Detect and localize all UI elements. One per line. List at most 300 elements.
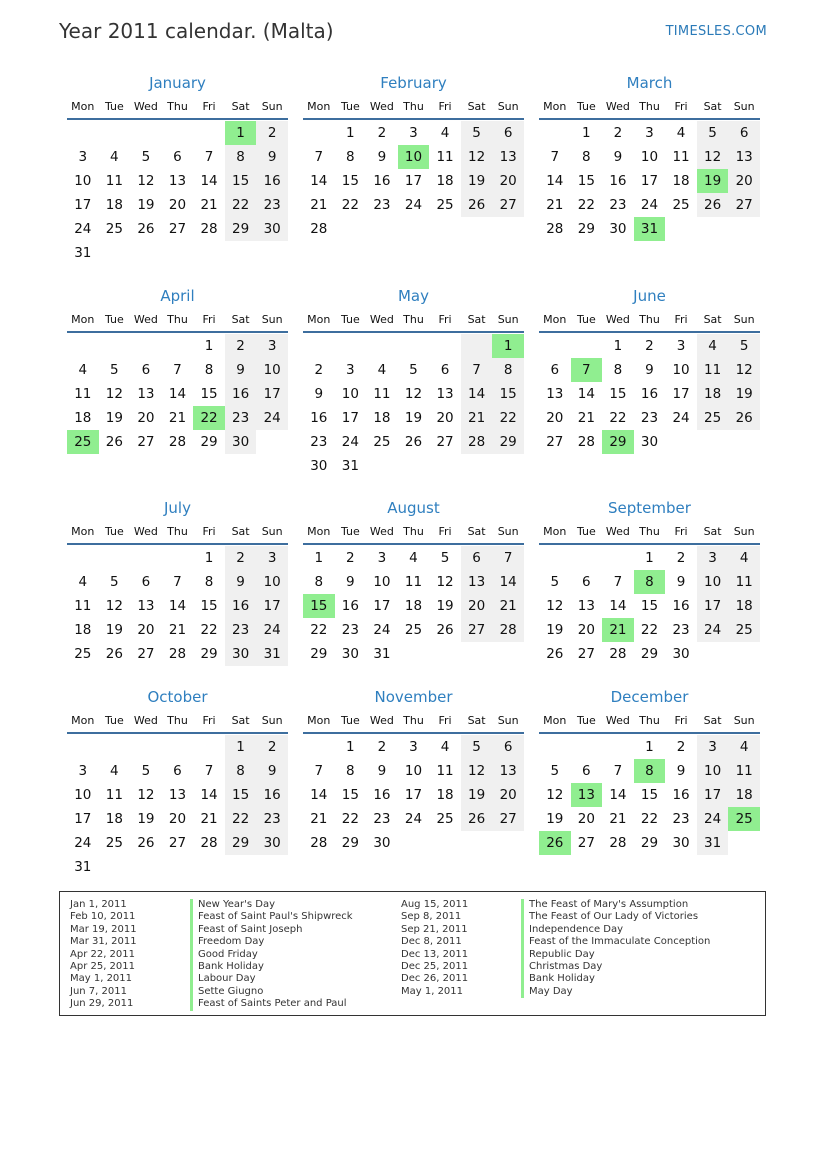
day-cell[interactable]: 9 bbox=[377, 763, 387, 779]
day-cell[interactable]: 29 bbox=[310, 646, 328, 662]
day-cell[interactable]: 27 bbox=[577, 835, 595, 851]
day-cell[interactable]: 9 bbox=[346, 574, 355, 590]
day-cell[interactable]: 13 bbox=[546, 386, 564, 402]
day-cell[interactable]: 17 bbox=[74, 197, 92, 213]
day-cell[interactable]: 7 bbox=[613, 574, 623, 590]
day-cell[interactable]: 11 bbox=[728, 759, 760, 783]
day-cell[interactable]: 10 bbox=[697, 759, 729, 783]
day-cell[interactable]: 8 bbox=[582, 149, 591, 165]
day-cell[interactable]: 4 bbox=[728, 546, 760, 570]
day-cell[interactable]: 27 bbox=[728, 193, 760, 217]
day-cell[interactable]: 26 bbox=[539, 831, 571, 855]
day-cell[interactable]: 14 bbox=[609, 787, 627, 803]
day-cell[interactable]: 4 bbox=[78, 574, 88, 590]
day-cell[interactable]: 7 bbox=[314, 763, 324, 779]
day-cell[interactable]: 11 bbox=[105, 787, 123, 803]
day-cell[interactable]: 11 bbox=[74, 598, 92, 614]
day-cell[interactable]: 3 bbox=[409, 125, 418, 141]
day-cell[interactable]: 15 bbox=[303, 594, 335, 618]
day-cell[interactable]: 7 bbox=[173, 362, 182, 378]
day-cell[interactable]: 29 bbox=[200, 646, 218, 662]
day-cell[interactable]: 11 bbox=[373, 386, 391, 402]
day-cell[interactable]: 22 bbox=[310, 622, 328, 638]
day-cell[interactable]: 6 bbox=[461, 546, 493, 570]
day-cell[interactable]: 12 bbox=[105, 598, 123, 614]
day-cell[interactable]: 9 bbox=[676, 763, 686, 779]
day-cell[interactable]: 14 bbox=[609, 598, 627, 614]
day-cell[interactable]: 23 bbox=[310, 434, 328, 450]
day-cell[interactable]: 7 bbox=[613, 763, 623, 779]
day-cell[interactable]: 20 bbox=[137, 410, 155, 426]
day-cell[interactable]: 25 bbox=[105, 221, 123, 237]
day-cell[interactable]: 16 bbox=[672, 598, 690, 614]
day-cell[interactable]: 7 bbox=[173, 574, 182, 590]
day-cell[interactable]: 10 bbox=[74, 787, 92, 803]
day-cell[interactable]: 19 bbox=[728, 382, 760, 406]
day-cell[interactable]: 23 bbox=[225, 406, 257, 430]
day-cell[interactable]: 1 bbox=[204, 338, 214, 354]
day-cell[interactable]: 23 bbox=[373, 811, 391, 827]
day-cell[interactable]: 9 bbox=[225, 358, 257, 382]
day-cell[interactable]: 8 bbox=[225, 145, 257, 169]
day-cell[interactable]: 24 bbox=[256, 618, 288, 642]
day-cell[interactable]: 18 bbox=[373, 410, 391, 426]
day-cell[interactable]: 6 bbox=[141, 574, 151, 590]
day-cell[interactable]: 20 bbox=[492, 783, 524, 807]
day-cell[interactable]: 25 bbox=[67, 430, 99, 454]
day-cell[interactable]: 23 bbox=[672, 811, 690, 827]
day-cell[interactable]: 6 bbox=[582, 763, 591, 779]
day-cell[interactable]: 11 bbox=[672, 149, 690, 165]
day-cell[interactable]: 2 bbox=[645, 338, 654, 354]
day-cell[interactable]: 10 bbox=[256, 358, 288, 382]
day-cell[interactable]: 10 bbox=[672, 362, 690, 378]
day-cell[interactable]: 17 bbox=[256, 382, 288, 406]
day-cell[interactable]: 15 bbox=[225, 783, 257, 807]
day-cell[interactable]: 16 bbox=[672, 787, 690, 803]
day-cell[interactable]: 16 bbox=[225, 594, 257, 618]
day-cell[interactable]: 27 bbox=[492, 193, 524, 217]
day-cell[interactable]: 28 bbox=[200, 221, 218, 237]
day-cell[interactable]: 14 bbox=[168, 598, 187, 614]
day-cell[interactable]: 1 bbox=[225, 121, 257, 145]
day-cell[interactable]: 3 bbox=[78, 763, 88, 779]
day-cell[interactable]: 29 bbox=[225, 217, 257, 241]
day-cell[interactable]: 28 bbox=[546, 221, 564, 237]
day-cell[interactable]: 16 bbox=[225, 382, 257, 406]
day-cell[interactable]: 16 bbox=[256, 169, 288, 193]
day-cell[interactable]: 4 bbox=[728, 735, 760, 759]
day-cell[interactable]: 12 bbox=[546, 598, 564, 614]
day-cell[interactable]: 21 bbox=[200, 811, 218, 827]
day-cell[interactable]: 15 bbox=[341, 787, 359, 803]
day-cell[interactable]: 9 bbox=[225, 570, 257, 594]
day-cell[interactable]: 28 bbox=[577, 434, 595, 450]
day-cell[interactable]: 17 bbox=[373, 598, 391, 614]
day-cell[interactable]: 25 bbox=[672, 197, 690, 213]
day-cell[interactable]: 26 bbox=[105, 646, 123, 662]
day-cell[interactable]: 11 bbox=[728, 570, 760, 594]
day-cell[interactable]: 21 bbox=[602, 618, 634, 642]
day-cell[interactable]: 8 bbox=[314, 574, 324, 590]
day-cell[interactable]: 6 bbox=[550, 362, 560, 378]
day-cell[interactable]: 26 bbox=[137, 221, 155, 237]
day-cell[interactable]: 31 bbox=[341, 458, 359, 474]
day-cell[interactable]: 29 bbox=[640, 646, 659, 662]
day-cell[interactable]: 8 bbox=[346, 149, 355, 165]
day-cell[interactable]: 30 bbox=[609, 221, 627, 237]
day-cell[interactable]: 14 bbox=[546, 173, 564, 189]
day-cell[interactable]: 21 bbox=[492, 594, 524, 618]
day-cell[interactable]: 7 bbox=[461, 358, 493, 382]
day-cell[interactable]: 14 bbox=[310, 787, 328, 803]
day-cell[interactable]: 18 bbox=[728, 783, 760, 807]
day-cell[interactable]: 20 bbox=[168, 811, 187, 827]
day-cell[interactable]: 13 bbox=[728, 145, 760, 169]
day-cell[interactable]: 5 bbox=[141, 149, 151, 165]
day-cell[interactable]: 26 bbox=[461, 193, 493, 217]
day-cell[interactable]: 21 bbox=[168, 622, 187, 638]
day-cell[interactable]: 29 bbox=[492, 430, 524, 454]
day-cell[interactable]: 20 bbox=[577, 622, 595, 638]
day-cell[interactable]: 28 bbox=[310, 221, 328, 237]
day-cell[interactable]: 15 bbox=[640, 598, 659, 614]
day-cell[interactable]: 19 bbox=[546, 811, 564, 827]
day-cell[interactable]: 26 bbox=[436, 622, 454, 638]
day-cell[interactable]: 15 bbox=[609, 386, 627, 402]
day-cell[interactable]: 10 bbox=[398, 145, 430, 169]
day-cell[interactable]: 17 bbox=[672, 386, 690, 402]
day-cell[interactable]: 23 bbox=[373, 197, 391, 213]
day-cell[interactable]: 20 bbox=[137, 622, 155, 638]
day-cell[interactable]: 4 bbox=[440, 739, 450, 755]
day-cell[interactable]: 22 bbox=[492, 406, 524, 430]
day-cell[interactable]: 9 bbox=[256, 145, 288, 169]
day-cell[interactable]: 8 bbox=[225, 759, 257, 783]
day-cell[interactable]: 15 bbox=[577, 173, 595, 189]
day-cell[interactable]: 20 bbox=[728, 169, 760, 193]
day-cell[interactable]: 19 bbox=[105, 622, 123, 638]
day-cell[interactable]: 30 bbox=[341, 646, 359, 662]
day-cell[interactable]: 6 bbox=[728, 121, 760, 145]
day-cell[interactable]: 2 bbox=[256, 735, 288, 759]
day-cell[interactable]: 13 bbox=[137, 598, 155, 614]
day-cell[interactable]: 19 bbox=[461, 169, 493, 193]
day-cell[interactable]: 19 bbox=[436, 598, 454, 614]
day-cell[interactable]: 29 bbox=[640, 835, 659, 851]
day-cell[interactable]: 31 bbox=[74, 859, 92, 875]
day-cell[interactable]: 31 bbox=[697, 831, 729, 855]
day-cell[interactable]: 16 bbox=[341, 598, 359, 614]
day-cell[interactable]: 3 bbox=[697, 735, 729, 759]
day-cell[interactable]: 21 bbox=[461, 406, 493, 430]
day-cell[interactable]: 5 bbox=[110, 362, 119, 378]
day-cell[interactable]: 9 bbox=[314, 386, 324, 402]
day-cell[interactable]: 3 bbox=[409, 739, 418, 755]
day-cell[interactable]: 2 bbox=[613, 125, 623, 141]
day-cell[interactable]: 17 bbox=[341, 410, 359, 426]
day-cell[interactable]: 29 bbox=[577, 221, 595, 237]
day-cell[interactable]: 6 bbox=[173, 763, 182, 779]
day-cell[interactable]: 3 bbox=[256, 334, 288, 358]
day-cell[interactable]: 18 bbox=[74, 410, 92, 426]
day-cell[interactable]: 13 bbox=[461, 570, 493, 594]
day-cell[interactable]: 1 bbox=[225, 735, 257, 759]
day-cell[interactable]: 15 bbox=[200, 386, 218, 402]
day-cell[interactable]: 26 bbox=[461, 807, 493, 831]
day-cell[interactable]: 10 bbox=[341, 386, 359, 402]
day-cell[interactable]: 20 bbox=[546, 410, 564, 426]
day-cell[interactable]: 15 bbox=[492, 382, 524, 406]
day-cell[interactable]: 12 bbox=[697, 145, 729, 169]
day-cell[interactable]: 26 bbox=[728, 406, 760, 430]
day-cell[interactable]: 2 bbox=[377, 125, 387, 141]
day-cell[interactable]: 19 bbox=[404, 410, 423, 426]
day-cell[interactable]: 4 bbox=[78, 362, 88, 378]
day-cell[interactable]: 27 bbox=[168, 221, 187, 237]
day-cell[interactable]: 2 bbox=[377, 739, 387, 755]
day-cell[interactable]: 12 bbox=[137, 787, 155, 803]
day-cell[interactable]: 20 bbox=[436, 410, 454, 426]
day-cell[interactable]: 18 bbox=[728, 594, 760, 618]
day-cell[interactable]: 8 bbox=[204, 362, 214, 378]
day-cell[interactable]: 30 bbox=[672, 646, 690, 662]
day-cell[interactable]: 11 bbox=[436, 149, 454, 165]
day-cell[interactable]: 26 bbox=[404, 434, 423, 450]
day-cell[interactable]: 26 bbox=[546, 646, 564, 662]
day-cell[interactable]: 20 bbox=[492, 169, 524, 193]
day-cell[interactable]: 23 bbox=[609, 197, 627, 213]
day-cell[interactable]: 27 bbox=[137, 646, 155, 662]
day-cell[interactable]: 5 bbox=[550, 763, 560, 779]
day-cell[interactable]: 18 bbox=[404, 598, 423, 614]
day-cell[interactable]: 13 bbox=[137, 386, 155, 402]
day-cell[interactable]: 14 bbox=[200, 787, 218, 803]
day-cell[interactable]: 24 bbox=[404, 811, 423, 827]
day-cell[interactable]: 27 bbox=[168, 835, 187, 851]
day-cell[interactable]: 13 bbox=[492, 145, 524, 169]
day-cell[interactable]: 25 bbox=[373, 434, 391, 450]
day-cell[interactable]: 21 bbox=[310, 197, 328, 213]
day-cell[interactable]: 25 bbox=[728, 807, 760, 831]
day-cell[interactable]: 1 bbox=[645, 739, 654, 755]
day-cell[interactable]: 16 bbox=[373, 787, 391, 803]
day-cell[interactable]: 17 bbox=[74, 811, 92, 827]
day-cell[interactable]: 30 bbox=[256, 217, 288, 241]
day-cell[interactable]: 11 bbox=[74, 386, 92, 402]
day-cell[interactable]: 14 bbox=[310, 173, 328, 189]
day-cell[interactable]: 25 bbox=[105, 835, 123, 851]
day-cell[interactable]: 27 bbox=[577, 646, 595, 662]
day-cell[interactable]: 17 bbox=[404, 173, 423, 189]
day-cell[interactable]: 30 bbox=[640, 434, 659, 450]
day-cell[interactable]: 2 bbox=[256, 121, 288, 145]
day-cell[interactable]: 25 bbox=[436, 197, 454, 213]
day-cell[interactable]: 28 bbox=[200, 835, 218, 851]
day-cell[interactable]: 6 bbox=[492, 121, 524, 145]
day-cell[interactable]: 4 bbox=[409, 550, 418, 566]
day-cell[interactable]: 10 bbox=[640, 149, 659, 165]
day-cell[interactable]: 23 bbox=[640, 410, 659, 426]
day-cell[interactable]: 1 bbox=[346, 125, 355, 141]
day-cell[interactable]: 12 bbox=[728, 358, 760, 382]
day-cell[interactable]: 5 bbox=[440, 550, 450, 566]
day-cell[interactable]: 19 bbox=[137, 197, 155, 213]
day-cell[interactable]: 13 bbox=[436, 386, 454, 402]
day-cell[interactable]: 24 bbox=[74, 221, 92, 237]
day-cell[interactable]: 3 bbox=[697, 546, 729, 570]
day-cell[interactable]: 18 bbox=[436, 173, 454, 189]
day-cell[interactable]: 23 bbox=[256, 193, 288, 217]
day-cell[interactable]: 22 bbox=[193, 406, 225, 430]
day-cell[interactable]: 11 bbox=[404, 574, 423, 590]
day-cell[interactable]: 30 bbox=[373, 835, 391, 851]
day-cell[interactable]: 1 bbox=[204, 550, 214, 566]
day-cell[interactable]: 1 bbox=[582, 125, 591, 141]
day-cell[interactable]: 28 bbox=[168, 646, 187, 662]
day-cell[interactable]: 30 bbox=[225, 642, 257, 666]
day-cell[interactable]: 24 bbox=[697, 807, 729, 831]
day-cell[interactable]: 18 bbox=[105, 197, 123, 213]
day-cell[interactable]: 15 bbox=[225, 169, 257, 193]
day-cell[interactable]: 12 bbox=[137, 173, 155, 189]
day-cell[interactable]: 7 bbox=[314, 149, 324, 165]
day-cell[interactable]: 19 bbox=[461, 783, 493, 807]
day-cell[interactable]: 5 bbox=[141, 763, 151, 779]
day-cell[interactable]: 15 bbox=[640, 787, 659, 803]
day-cell[interactable]: 25 bbox=[697, 406, 729, 430]
day-cell[interactable]: 5 bbox=[461, 735, 493, 759]
day-cell[interactable]: 11 bbox=[105, 173, 123, 189]
day-cell[interactable]: 28 bbox=[609, 835, 627, 851]
day-cell[interactable]: 18 bbox=[672, 173, 690, 189]
day-cell[interactable]: 22 bbox=[640, 622, 659, 638]
day-cell[interactable]: 24 bbox=[341, 434, 359, 450]
day-cell[interactable]: 28 bbox=[609, 646, 627, 662]
day-cell[interactable]: 22 bbox=[341, 811, 359, 827]
day-cell[interactable]: 1 bbox=[492, 334, 524, 358]
day-cell[interactable]: 18 bbox=[74, 622, 92, 638]
day-cell[interactable]: 21 bbox=[546, 197, 564, 213]
day-cell[interactable]: 10 bbox=[256, 570, 288, 594]
day-cell[interactable]: 28 bbox=[492, 618, 524, 642]
day-cell[interactable]: 12 bbox=[461, 145, 493, 169]
day-cell[interactable]: 3 bbox=[377, 550, 387, 566]
day-cell[interactable]: 4 bbox=[676, 125, 686, 141]
day-cell[interactable]: 21 bbox=[200, 197, 218, 213]
day-cell[interactable]: 2 bbox=[346, 550, 355, 566]
day-cell[interactable]: 16 bbox=[609, 173, 627, 189]
day-cell[interactable]: 23 bbox=[341, 622, 359, 638]
day-cell[interactable]: 5 bbox=[461, 121, 493, 145]
day-cell[interactable]: 24 bbox=[672, 410, 690, 426]
day-cell[interactable]: 14 bbox=[461, 382, 493, 406]
day-cell[interactable]: 3 bbox=[78, 149, 88, 165]
day-cell[interactable]: 3 bbox=[676, 338, 686, 354]
day-cell[interactable]: 30 bbox=[256, 831, 288, 855]
day-cell[interactable]: 24 bbox=[404, 197, 423, 213]
day-cell[interactable]: 12 bbox=[546, 787, 564, 803]
day-cell[interactable]: 3 bbox=[645, 125, 654, 141]
day-cell[interactable]: 24 bbox=[373, 622, 391, 638]
day-cell[interactable]: 16 bbox=[640, 386, 659, 402]
day-cell[interactable]: 9 bbox=[645, 362, 654, 378]
day-cell[interactable]: 5 bbox=[110, 574, 119, 590]
day-cell[interactable]: 16 bbox=[310, 410, 328, 426]
day-cell[interactable]: 13 bbox=[168, 173, 187, 189]
day-cell[interactable]: 4 bbox=[377, 362, 387, 378]
day-cell[interactable]: 31 bbox=[256, 642, 288, 666]
day-cell[interactable]: 2 bbox=[225, 546, 257, 570]
day-cell[interactable]: 4 bbox=[440, 125, 450, 141]
day-cell[interactable]: 10 bbox=[74, 173, 92, 189]
day-cell[interactable]: 3 bbox=[256, 546, 288, 570]
day-cell[interactable]: 28 bbox=[168, 434, 187, 450]
day-cell[interactable]: 29 bbox=[602, 430, 634, 454]
day-cell[interactable]: 19 bbox=[137, 811, 155, 827]
day-cell[interactable]: 26 bbox=[105, 434, 123, 450]
day-cell[interactable]: 31 bbox=[634, 217, 666, 241]
day-cell[interactable]: 11 bbox=[697, 358, 729, 382]
day-cell[interactable]: 14 bbox=[200, 173, 218, 189]
day-cell[interactable]: 15 bbox=[200, 598, 218, 614]
day-cell[interactable]: 5 bbox=[409, 362, 418, 378]
day-cell[interactable]: 17 bbox=[697, 783, 729, 807]
day-cell[interactable]: 31 bbox=[373, 646, 391, 662]
day-cell[interactable]: 16 bbox=[256, 783, 288, 807]
day-cell[interactable]: 2 bbox=[676, 550, 686, 566]
day-cell[interactable]: 16 bbox=[373, 173, 391, 189]
day-cell[interactable]: 12 bbox=[105, 386, 123, 402]
day-cell[interactable]: 8 bbox=[634, 759, 666, 783]
day-cell[interactable]: 20 bbox=[461, 594, 493, 618]
day-cell[interactable]: 6 bbox=[173, 149, 182, 165]
day-cell[interactable]: 1 bbox=[645, 550, 654, 566]
day-cell[interactable]: 26 bbox=[697, 193, 729, 217]
day-cell[interactable]: 24 bbox=[640, 197, 659, 213]
day-cell[interactable]: 5 bbox=[728, 334, 760, 358]
day-cell[interactable]: 8 bbox=[204, 574, 214, 590]
day-cell[interactable]: 8 bbox=[492, 358, 524, 382]
day-cell[interactable]: 23 bbox=[256, 807, 288, 831]
day-cell[interactable]: 31 bbox=[74, 245, 92, 261]
day-cell[interactable]: 19 bbox=[697, 169, 729, 193]
day-cell[interactable]: 2 bbox=[314, 362, 324, 378]
day-cell[interactable]: 13 bbox=[577, 598, 595, 614]
day-cell[interactable]: 1 bbox=[346, 739, 355, 755]
day-cell[interactable]: 21 bbox=[168, 410, 187, 426]
day-cell[interactable]: 27 bbox=[436, 434, 454, 450]
day-cell[interactable]: 30 bbox=[672, 835, 690, 851]
day-cell[interactable]: 18 bbox=[105, 811, 123, 827]
day-cell[interactable]: 10 bbox=[404, 763, 423, 779]
day-cell[interactable]: 7 bbox=[204, 149, 214, 165]
day-cell[interactable]: 10 bbox=[697, 570, 729, 594]
day-cell[interactable]: 1 bbox=[613, 338, 623, 354]
day-cell[interactable]: 4 bbox=[110, 763, 119, 779]
day-cell[interactable]: 22 bbox=[341, 197, 359, 213]
day-cell[interactable]: 3 bbox=[346, 362, 355, 378]
day-cell[interactable]: 22 bbox=[200, 622, 218, 638]
day-cell[interactable]: 17 bbox=[256, 594, 288, 618]
day-cell[interactable]: 6 bbox=[492, 735, 524, 759]
day-cell[interactable]: 13 bbox=[571, 783, 603, 807]
day-cell[interactable]: 25 bbox=[74, 646, 92, 662]
day-cell[interactable]: 7 bbox=[204, 763, 214, 779]
day-cell[interactable]: 6 bbox=[440, 362, 450, 378]
day-cell[interactable]: 2 bbox=[676, 739, 686, 755]
day-cell[interactable]: 12 bbox=[461, 759, 493, 783]
